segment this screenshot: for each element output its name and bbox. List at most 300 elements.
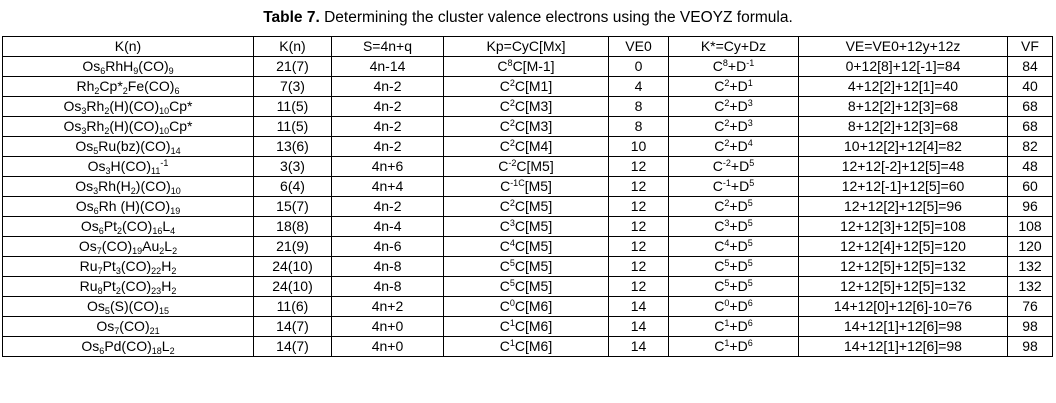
table-row bbox=[3, 337, 1053, 357]
column-header-kstar: K*=Cy+Dz bbox=[669, 37, 799, 57]
cell-ve0: 4 bbox=[609, 77, 669, 97]
cell-kn: 3(3) bbox=[254, 157, 332, 177]
text-run: +D bbox=[729, 98, 748, 114]
table-row bbox=[3, 197, 1053, 217]
subscript: 18 bbox=[151, 346, 162, 356]
subscript: 3 bbox=[105, 166, 111, 176]
cell-kstar bbox=[669, 117, 799, 137]
subscript: 2 bbox=[104, 126, 110, 136]
text-run: L bbox=[161, 338, 170, 354]
text-run: Os bbox=[78, 238, 97, 254]
cell-formula bbox=[3, 77, 254, 97]
text-run: (H)(CO) bbox=[109, 118, 160, 134]
cell-kstar bbox=[669, 257, 799, 277]
cell-vf: 84 bbox=[1008, 57, 1053, 77]
superscript: -1C bbox=[510, 178, 525, 188]
cell-kstar bbox=[669, 277, 799, 297]
superscript: 2 bbox=[724, 78, 730, 88]
text-run: C bbox=[714, 118, 725, 134]
text-run: Rh bbox=[86, 98, 105, 114]
subscript: 15 bbox=[158, 306, 169, 316]
text-run: Os bbox=[63, 118, 82, 134]
text-run: C bbox=[712, 58, 723, 74]
cell-kp bbox=[444, 337, 609, 357]
column-header-vf: VF bbox=[1008, 37, 1053, 57]
text-run: (H)(CO) bbox=[109, 98, 160, 114]
superscript: 2 bbox=[724, 138, 730, 148]
superscript: 5 bbox=[509, 258, 515, 268]
text-run: C[M-1] bbox=[512, 58, 555, 74]
cell-kn: 15(7) bbox=[254, 197, 332, 217]
text-run: H bbox=[161, 258, 172, 274]
cell-ve: 10+12[2]+12[4]=82 bbox=[799, 137, 1008, 157]
cell-formula bbox=[3, 157, 254, 177]
text-run: C[M4] bbox=[514, 138, 553, 154]
cell-ve0: 0 bbox=[609, 57, 669, 77]
table-row bbox=[3, 177, 1053, 197]
subscript: 2 bbox=[130, 186, 136, 196]
text-run: C[M6] bbox=[514, 298, 553, 314]
subscript: 6 bbox=[98, 226, 104, 236]
cell-kstar bbox=[669, 157, 799, 177]
subscript: 21 bbox=[149, 326, 160, 336]
superscript: 5 bbox=[747, 198, 753, 208]
cell-kstar bbox=[669, 217, 799, 237]
cell-kn: 14(7) bbox=[254, 317, 332, 337]
cell-kp bbox=[444, 117, 609, 137]
table-row bbox=[3, 97, 1053, 117]
subscript: 10 bbox=[170, 186, 181, 196]
cell-kstar bbox=[669, 317, 799, 337]
cell-kn: 18(8) bbox=[254, 217, 332, 237]
cell-vf: 68 bbox=[1008, 117, 1053, 137]
text-run: Os bbox=[75, 198, 94, 214]
text-run: Ru(bz)(CO) bbox=[98, 138, 171, 154]
cell-ve0: 8 bbox=[609, 97, 669, 117]
subscript: 2 bbox=[171, 266, 177, 276]
cell-kp bbox=[444, 197, 609, 217]
table-row bbox=[3, 77, 1053, 97]
superscript: 1 bbox=[747, 78, 753, 88]
subscript: 10 bbox=[159, 106, 170, 116]
superscript: 2 bbox=[724, 118, 730, 128]
table-row bbox=[3, 297, 1053, 317]
text-run: H(CO) bbox=[110, 158, 151, 174]
cell-vf: 132 bbox=[1008, 257, 1053, 277]
text-run: Rh bbox=[86, 118, 105, 134]
text-run: C bbox=[500, 178, 511, 194]
text-run: Pt bbox=[102, 278, 116, 294]
text-run: +D bbox=[730, 158, 750, 174]
superscript: 8 bbox=[722, 58, 728, 68]
superscript: 5 bbox=[749, 158, 755, 168]
table-body bbox=[3, 57, 1053, 357]
cell-kstar bbox=[669, 237, 799, 257]
text-run: C bbox=[714, 258, 725, 274]
text-run: C bbox=[499, 298, 510, 314]
cell-s: 4n+2 bbox=[332, 297, 444, 317]
subscript: 7 bbox=[96, 246, 102, 256]
text-run: C bbox=[714, 278, 725, 294]
caption-lead: Table 7. bbox=[263, 9, 320, 26]
text-run: +D bbox=[729, 218, 748, 234]
cell-ve0: 12 bbox=[609, 197, 669, 217]
superscript: 3 bbox=[747, 118, 753, 128]
cell-ve: 14+12[0]+12[6]-10=76 bbox=[799, 297, 1008, 317]
cell-s: 4n-2 bbox=[332, 117, 444, 137]
text-run: Os bbox=[75, 138, 94, 154]
cell-ve0: 12 bbox=[609, 217, 669, 237]
table-header-row bbox=[3, 37, 1053, 57]
column-header-kp: Kp=CyC[Mx] bbox=[444, 37, 609, 57]
subscript: 2 bbox=[104, 106, 110, 116]
superscript: 4 bbox=[747, 138, 753, 148]
table-caption bbox=[0, 8, 1056, 28]
superscript: 5 bbox=[749, 178, 755, 188]
subscript: 14 bbox=[170, 146, 181, 156]
table-row bbox=[3, 57, 1053, 77]
cell-ve0: 14 bbox=[609, 337, 669, 357]
text-run: Os bbox=[82, 58, 101, 74]
text-run: +D bbox=[729, 338, 748, 354]
subscript: 2 bbox=[169, 346, 175, 356]
subscript: 2 bbox=[94, 86, 100, 96]
cell-formula bbox=[3, 277, 254, 297]
cell-ve0: 14 bbox=[609, 297, 669, 317]
text-run: (CO) bbox=[120, 258, 152, 274]
cell-vf: 48 bbox=[1008, 157, 1053, 177]
text-run: C[M5] bbox=[514, 278, 553, 294]
subscript: 2 bbox=[171, 286, 177, 296]
superscript: 2 bbox=[724, 98, 730, 108]
cell-s: 4n-2 bbox=[332, 137, 444, 157]
text-run: +D bbox=[729, 78, 748, 94]
cell-ve: 4+12[2]+12[1]=40 bbox=[799, 77, 1008, 97]
text-run: C bbox=[499, 98, 510, 114]
cell-vf: 82 bbox=[1008, 137, 1053, 157]
text-run: +D bbox=[729, 298, 748, 314]
subscript: 9 bbox=[168, 66, 174, 76]
cell-vf: 76 bbox=[1008, 297, 1053, 317]
table-row bbox=[3, 277, 1053, 297]
subscript: 6 bbox=[100, 66, 106, 76]
superscript: 5 bbox=[747, 258, 753, 268]
text-run: Fe(CO) bbox=[127, 78, 175, 94]
text-run: (S)(CO) bbox=[109, 298, 159, 314]
text-run: C bbox=[499, 278, 510, 294]
text-run: C bbox=[714, 78, 725, 94]
text-run: Au bbox=[142, 238, 160, 254]
superscript: 1 bbox=[509, 318, 515, 328]
superscript: 3 bbox=[747, 98, 753, 108]
text-run: (CO) bbox=[119, 318, 150, 334]
table-row bbox=[3, 237, 1053, 257]
text-run: +D bbox=[729, 258, 748, 274]
superscript: -1 bbox=[746, 58, 755, 68]
text-run: )(CO) bbox=[135, 178, 171, 194]
text-run: C bbox=[499, 198, 510, 214]
text-run: Os bbox=[80, 218, 99, 234]
cell-s: 4n-2 bbox=[332, 77, 444, 97]
text-run: C bbox=[714, 98, 725, 114]
text-run: C[M5] bbox=[514, 218, 553, 234]
subscript: 10 bbox=[159, 126, 170, 136]
cell-kp bbox=[444, 277, 609, 297]
cell-ve: 12+12[3]+12[5]=108 bbox=[799, 217, 1008, 237]
text-run: C[M5] bbox=[516, 158, 554, 174]
superscript: 5 bbox=[509, 278, 515, 288]
text-run: Rh(H bbox=[98, 178, 131, 194]
cell-vf: 68 bbox=[1008, 97, 1053, 117]
text-run: C bbox=[712, 178, 723, 194]
superscript: 2 bbox=[509, 138, 515, 148]
cell-s: 4n-8 bbox=[332, 277, 444, 297]
text-run: RhH bbox=[105, 58, 134, 74]
superscript: 5 bbox=[747, 278, 753, 288]
cell-formula bbox=[3, 237, 254, 257]
cell-formula bbox=[3, 217, 254, 237]
cell-s: 4n+6 bbox=[332, 157, 444, 177]
subscript: 7 bbox=[97, 266, 103, 276]
cell-vf: 132 bbox=[1008, 277, 1053, 297]
superscript: 2 bbox=[509, 78, 515, 88]
cell-vf: 108 bbox=[1008, 217, 1053, 237]
superscript: 8 bbox=[507, 58, 513, 68]
cell-ve: 12+12[5]+12[5]=132 bbox=[799, 277, 1008, 297]
table-row bbox=[3, 137, 1053, 157]
text-run: +D bbox=[729, 278, 748, 294]
cell-vf: 98 bbox=[1008, 337, 1053, 357]
text-run: C bbox=[714, 238, 725, 254]
cell-ve: 14+12[1]+12[6]=98 bbox=[799, 317, 1008, 337]
superscript: -2 bbox=[508, 158, 517, 168]
text-run: C[M6] bbox=[514, 338, 553, 354]
subscript: 22 bbox=[151, 266, 162, 276]
cell-vf: 40 bbox=[1008, 77, 1053, 97]
cell-ve: 8+12[2]+12[3]=68 bbox=[799, 97, 1008, 117]
text-run: C bbox=[499, 138, 510, 154]
cell-ve: 14+12[1]+12[6]=98 bbox=[799, 337, 1008, 357]
text-run: Ru bbox=[79, 278, 98, 294]
cell-s: 4n-8 bbox=[332, 257, 444, 277]
text-run: C bbox=[714, 218, 725, 234]
valence-electron-table bbox=[2, 36, 1053, 357]
subscript: 19 bbox=[132, 246, 143, 256]
superscript: -2 bbox=[722, 158, 731, 168]
cell-ve0: 12 bbox=[609, 157, 669, 177]
subscript: 3 bbox=[93, 186, 99, 196]
cell-kn: 11(5) bbox=[254, 117, 332, 137]
cell-kn: 21(7) bbox=[254, 57, 332, 77]
cell-vf: 120 bbox=[1008, 237, 1053, 257]
text-run: C bbox=[498, 158, 509, 174]
superscript: 6 bbox=[747, 298, 753, 308]
cell-formula bbox=[3, 337, 254, 357]
text-run: Rh (H)(CO) bbox=[98, 198, 171, 214]
cell-kn: 11(5) bbox=[254, 97, 332, 117]
subscript: 5 bbox=[93, 146, 99, 156]
cell-vf: 98 bbox=[1008, 317, 1053, 337]
text-run: H bbox=[161, 278, 172, 294]
cell-kstar bbox=[669, 197, 799, 217]
subscript: 9 bbox=[133, 66, 139, 76]
cell-ve0: 12 bbox=[609, 277, 669, 297]
cell-s: 4n+4 bbox=[332, 177, 444, 197]
superscript: 1 bbox=[509, 338, 515, 348]
superscript: -1 bbox=[722, 178, 731, 188]
text-run: C bbox=[714, 338, 725, 354]
cell-kp bbox=[444, 257, 609, 277]
cell-ve: 12+12[2]+12[5]=96 bbox=[799, 197, 1008, 217]
cell-s: 4n-14 bbox=[332, 57, 444, 77]
text-run: (CO) bbox=[120, 278, 152, 294]
table-row bbox=[3, 257, 1053, 277]
cell-kp bbox=[444, 237, 609, 257]
text-run: Pt bbox=[103, 218, 117, 234]
superscript: 4 bbox=[509, 238, 515, 248]
superscript: 6 bbox=[747, 338, 753, 348]
cell-kn: 21(9) bbox=[254, 237, 332, 257]
cell-formula bbox=[3, 297, 254, 317]
text-run: C bbox=[714, 318, 725, 334]
cell-s: 4n-4 bbox=[332, 217, 444, 237]
cell-kstar bbox=[669, 77, 799, 97]
cell-ve0: 10 bbox=[609, 137, 669, 157]
text-run: L bbox=[164, 238, 173, 254]
cell-ve: 12+12[-1]+12[5]=60 bbox=[799, 177, 1008, 197]
cell-s: 4n-2 bbox=[332, 97, 444, 117]
text-run: Os bbox=[63, 98, 82, 114]
cell-kn: 11(6) bbox=[254, 297, 332, 317]
cell-ve0: 12 bbox=[609, 237, 669, 257]
text-run: Os bbox=[96, 318, 115, 334]
cell-kp bbox=[444, 317, 609, 337]
text-run: C[M5] bbox=[514, 238, 553, 254]
cell-formula bbox=[3, 177, 254, 197]
text-run: C[M5] bbox=[514, 198, 553, 214]
text-run: Os bbox=[75, 178, 94, 194]
cell-kp bbox=[444, 157, 609, 177]
cell-kn: 6(4) bbox=[254, 177, 332, 197]
superscript: -1 bbox=[160, 158, 169, 168]
text-run: +D bbox=[727, 58, 747, 74]
cell-kn: 14(7) bbox=[254, 337, 332, 357]
text-run: C[M5] bbox=[514, 258, 553, 274]
cell-kn: 7(3) bbox=[254, 77, 332, 97]
cell-formula bbox=[3, 97, 254, 117]
subscript: 2 bbox=[116, 226, 122, 236]
cell-kn: 13(6) bbox=[254, 137, 332, 157]
subscript: 4 bbox=[170, 226, 176, 236]
subscript: 2 bbox=[115, 286, 121, 296]
cell-ve0: 14 bbox=[609, 317, 669, 337]
subscript: 23 bbox=[151, 286, 162, 296]
subscript: 19 bbox=[170, 206, 181, 216]
cell-kp bbox=[444, 97, 609, 117]
cell-vf: 60 bbox=[1008, 177, 1053, 197]
text-run: Os bbox=[87, 298, 105, 314]
subscript: 6 bbox=[174, 86, 180, 96]
cell-vf: 96 bbox=[1008, 197, 1053, 217]
table-row bbox=[3, 317, 1053, 337]
cell-formula bbox=[3, 257, 254, 277]
cell-kstar bbox=[669, 57, 799, 77]
column-header-formula: K(n) bbox=[3, 37, 254, 57]
superscript: 3 bbox=[724, 218, 730, 228]
subscript: 3 bbox=[81, 126, 87, 136]
subscript: 2 bbox=[122, 86, 128, 96]
text-run: C[M1] bbox=[514, 78, 553, 94]
cell-kstar bbox=[669, 137, 799, 157]
text-run: L bbox=[162, 218, 171, 234]
column-header-s: S=4n+q bbox=[332, 37, 444, 57]
subscript: 3 bbox=[81, 106, 87, 116]
cell-formula bbox=[3, 197, 254, 217]
text-run: Cp* bbox=[99, 78, 123, 94]
text-run: C bbox=[499, 258, 510, 274]
text-run: +D bbox=[729, 238, 748, 254]
cell-ve: 12+12[4]+12[5]=120 bbox=[799, 237, 1008, 257]
text-run: C bbox=[499, 318, 510, 334]
cell-kp bbox=[444, 177, 609, 197]
superscript: 0 bbox=[724, 298, 730, 308]
cell-ve: 12+12[5]+12[5]=132 bbox=[799, 257, 1008, 277]
superscript: 2 bbox=[509, 198, 515, 208]
superscript: 1 bbox=[724, 338, 730, 348]
cell-ve0: 12 bbox=[609, 257, 669, 277]
cell-s: 4n-6 bbox=[332, 237, 444, 257]
table-row bbox=[3, 157, 1053, 177]
cell-formula bbox=[3, 57, 254, 77]
text-run: Cp* bbox=[169, 118, 193, 134]
table-row bbox=[3, 117, 1053, 137]
cell-formula bbox=[3, 117, 254, 137]
cell-s: 4n+0 bbox=[332, 317, 444, 337]
text-run: C bbox=[497, 58, 508, 74]
superscript: 0 bbox=[509, 298, 515, 308]
subscript: 16 bbox=[152, 226, 163, 236]
superscript: 6 bbox=[747, 318, 753, 328]
superscript: 2 bbox=[724, 198, 730, 208]
text-run: C bbox=[499, 78, 510, 94]
text-run: Pt bbox=[102, 258, 116, 274]
superscript: 5 bbox=[724, 278, 730, 288]
text-run: C bbox=[712, 158, 723, 174]
text-run: C bbox=[499, 218, 510, 234]
text-run: Os bbox=[87, 158, 106, 174]
subscript: 6 bbox=[99, 346, 105, 356]
superscript: 2 bbox=[509, 98, 515, 108]
text-run: C[M3] bbox=[514, 98, 553, 114]
text-run: C bbox=[499, 118, 510, 134]
cell-kp bbox=[444, 297, 609, 317]
text-run: C bbox=[499, 338, 510, 354]
cell-s: 4n+0 bbox=[332, 337, 444, 357]
text-run: +D bbox=[729, 138, 748, 154]
cell-kp bbox=[444, 77, 609, 97]
superscript: 1 bbox=[724, 318, 730, 328]
text-run: C bbox=[714, 298, 725, 314]
cell-formula bbox=[3, 137, 254, 157]
cell-kp bbox=[444, 137, 609, 157]
text-run: Ru bbox=[79, 258, 98, 274]
cell-ve0: 12 bbox=[609, 177, 669, 197]
subscript: 2 bbox=[172, 246, 178, 256]
superscript: 2 bbox=[509, 118, 515, 128]
superscript: 4 bbox=[724, 238, 730, 248]
cell-ve: 0+12[8]+12[-1]=84 bbox=[799, 57, 1008, 77]
cell-ve: 12+12[-2]+12[5]=48 bbox=[799, 157, 1008, 177]
